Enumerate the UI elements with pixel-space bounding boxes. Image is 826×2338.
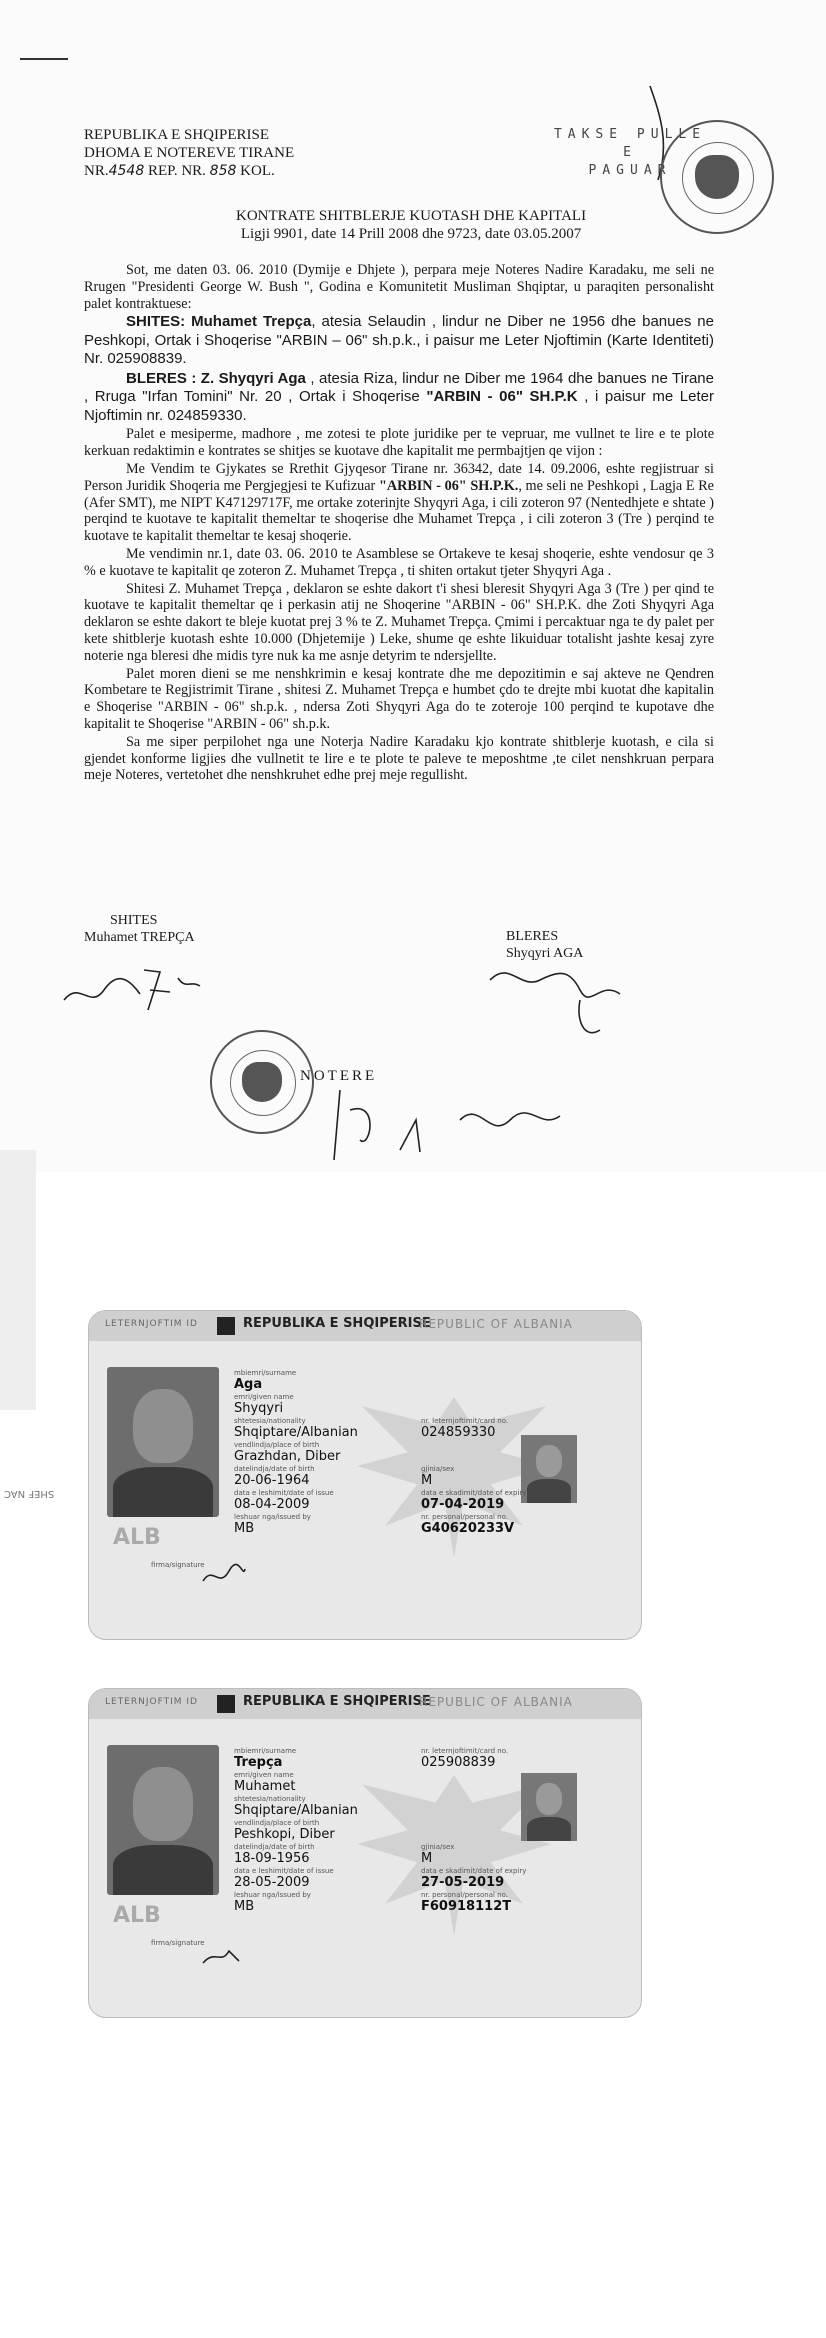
birthplace-value: Grazhdan, Diber [234,1449,341,1464]
notary-seal-top [660,120,774,234]
seller-signature-block: SHITES Muhamet TREPÇA [84,913,195,945]
notary-seal-bottom [210,1030,314,1134]
dob-value: 20-06-1964 [234,1473,310,1488]
nationality-value: Shqiptare/Albanian [234,1803,358,1818]
card-number-value: 024859330 [421,1425,496,1440]
rep-handwritten: 858 [209,163,237,179]
header-dhoma: DHOMA E NOTEREVE TIRANE [84,145,295,161]
buyer-signature-block: BLERES Shyqyri AGA [506,929,584,961]
chip-icon [217,1695,235,1713]
authority-value: MB [234,1899,255,1914]
surname-value: Trepça [234,1755,283,1770]
authority-value: MB [234,1521,255,1536]
surname-value: Aga [234,1377,263,1392]
expiry-date-value: 07-04-2019 [421,1497,505,1512]
side-stamp-text: SHEF NAC [4,1488,55,1499]
buyer-signature-scribble [480,950,640,1050]
nr-handwritten: 4548 [108,163,145,179]
issue-date-value: 28-05-2009 [234,1875,310,1890]
paragraph-registration: Me Vendim te Gjykates se Rrethit Gjyqesor Tirane nr. 36342, date 14. 09.2006, eshte regjistruar si Person Juridik Shoqeria me Pergjegjesi te Kufizuar "ARBIN - 06" SH.P.K., me seli ne Peshkopi , Lagja E Re (Afer SMT), me NIPT K47129717F, me ortake zoterinjte Shyqyri Aga, i cili zoteron 97 (Nentedhjete e shtate ) perqind te kuotave te kapitalit themeltar te shoqerise dhe Muhamet Trepça , i cili zoteron 3 (Tre ) perqind te kuotave te kapitalit themeltar te kesaj shoqerie. [84,460,714,545]
sex-value: M [421,1851,433,1866]
seller-paragraph: SHITES: Muhamet Trepça, atesia Selaudin , lindur ne Diber ne 1956 dhe banues ne Peshkopi, Ortak i Shoqerise "ARBIN – 06" sh.p.k., i paisur me Leter Njoftimin (Karte Identiteti) Nr. 025908839. [84,313,714,368]
paragraph-declaration: Shitesi Z. Muhamet Trepça , deklaron se eshte dakort t'i shesi bleresit Shyqyri Aga 3 (Tre ) per qind te kuotave te kapitalit themeltar qe i perkasin atij ne Shoqerine "ARBIN - 06" SH.P.K. dhe Zoti Shyqyri Aga deklaron se eshte dakort te bleje kuotat prej 3 % te Z. Muhamet Trepça. Çmimi i percaktuar nga te dy palet per kete shitblerje kuotash eshte 10.000 (Dhjetemije ) Leke, shume qe eshte likuiduar totalisht jashte kesaj zyre noterie nga bleresi dhe midis tyre nuk ka me asnje detyrim te ndersjellte. [84,580,714,664]
notary-label: NOTERE [300,1068,378,1084]
eagle-icon [242,1062,282,1102]
card-number-value: 025908839 [421,1755,496,1770]
header-numbers: NR.4548 REP. NR. 858 KOL. [84,163,275,179]
dob-value: 18-09-1956 [234,1851,310,1866]
portrait-photo [107,1367,219,1517]
notary-signature-scribble [320,1080,580,1170]
personal-number-value: G40620233V [421,1521,515,1536]
given-name-value: Shyqyri [234,1401,284,1416]
notary-header [84,126,294,180]
nationality-value: Shqiptare/Albanian [234,1425,358,1440]
sex-value: M [421,1473,433,1488]
paragraph-decision: Me vendimin nr.1, date 03. 06. 2010 te Asamblese se Ortakeve te kesaj shoqerie, eshte vendosur qe 3 % e kuotave te kapitalit qe zoteron Z. Muhamet Trepça , ti shiten ortakut tjeter Shyqyri Aga . [84,545,714,579]
paragraph-parties: Palet e mesiperme, madhore , me zotesi te plote juridike per te vepruar, me vullnet te lire e te plote kerkuan redaktimin e kontrates se shitjes se kuotave dhe kapitalit me permbajtjen qe vijon : [84,426,714,460]
scan-edge [0,1150,36,1410]
seller-signature-scribble [60,950,220,1030]
card-signature [199,1939,249,1969]
given-name-value: Muhamet [234,1779,296,1794]
id-card-trepca: LETERNJOFTIM ID REPUBLIKA E SHQIPERISE REPUBLIC OF ALBANIA ALB firma/signature mbiemri/surname Trepça emri/given name Muhamet shtetesia/nationality Shqiptare/Albanian vendlindja/place of birth Peshkopi, Diber datelindja/date of birth 18-09-1956 data e leshimit/date of issue 28-05-2009 leshuar nga/issued by MB nr. leternjoftimit/card no. 025908839 gjinia/sex M data e skadimit/date of expiry 27-05-2019 nr. personal/personal no. F60918112T [88,1688,642,2018]
tax-stamp-text: TAKSE PULLE E PAGUAR [553,127,707,178]
portrait-photo [107,1745,219,1895]
issue-date-value: 08-04-2009 [234,1497,310,1512]
header-republika: REPUBLIKA E SHQIPERISE [84,127,270,143]
paragraph-registration-effects: Palet moren dieni se me nenshkrimin e kesaj kontrate dhe me depozitimin e saj akteve ne Qendren Kombetare te Regjistrimit Tirane , shitesi Z. Muhamet Trepça e humbet çdo te drejte mbi kuotat dhe kapitalin e Shoqerise "ARBIN - 06" sh.p.k. , ndersa Zoti Shyqyri Aga do te zoteroje 100 perqind te kupotave dhe kapitalit te Shoqerise "ARBIN - 06" sh.p.k. [84,665,714,732]
top-rule [20,58,68,60]
ghost-photo [521,1435,577,1503]
chip-icon [217,1317,235,1335]
expiry-date-value: 27-05-2019 [421,1875,505,1890]
birthplace-value: Peshkopi, Diber [234,1827,335,1842]
personal-number-value: F60918112T [421,1899,512,1914]
id-card-aga: LETERNJOFTIM ID REPUBLIKA E SHQIPERISE REPUBLIC OF ALBANIA ALB firma/signature mbiemri/surname Aga emri/given name Shyqyri shtetesia/nationality Shqiptare/Albanian vendlindja/place of birth Grazhdan, Diber datelindja/date of birth 20-06-1964 data e leshimit/date of issue 08-04-2009 leshuar nga/issued by MB nr. leternjoftimit/card no. 024859330 gjinia/sex M data e skadimit/date of expiry 07-04-2019 nr. personal/personal no. G40620233V [88,1310,642,1640]
ghost-photo [521,1773,577,1841]
card-signature [199,1561,249,1591]
eagle-icon [695,155,739,199]
intro-paragraph: Sot, me daten 03. 06. 2010 (Dymije e Dhjete ), perpara meje Noteres Nadire Karadaku, me seli ne Rrugen "Presidenti George W. Bush ", Godina e Komunitetit Musliman Shqiptar, u paraqiten personalisht palet kontraktuese: [84,262,714,312]
buyer-paragraph: BLERES : Z. Shyqyri Aga , atesia Riza, lindur ne Diber me 1964 dhe banues ne Tirane , Rruga "Irfan Tomini" Nr. 20 , Ortak i Shoqerise "ARBIN - 06" SH.P.K , i paisur me Leter Njoftimin nr. 024859330. [84,369,714,424]
contract-body [84,262,714,785]
contract-title: KONTRATE SHITBLERJE KUOTASH DHE KAPITALI Ligji 9901, date 14 Prill 2008 dhe 9723, date 03.05.2007 [236,208,587,242]
paragraph-certification: Sa me siper perpilohet nga une Noterja Nadire Karadaku kjo kontrate shitblerje kuotash, e cila si gjendet konforme ligjies dhe vullnetit te lire e te plote te paleve te meposhtme ,te cilet nenshkruan perpara meje Noteres, vertetohet dhe nenshkruhet edhe prej meje regullisht. [84,733,714,784]
